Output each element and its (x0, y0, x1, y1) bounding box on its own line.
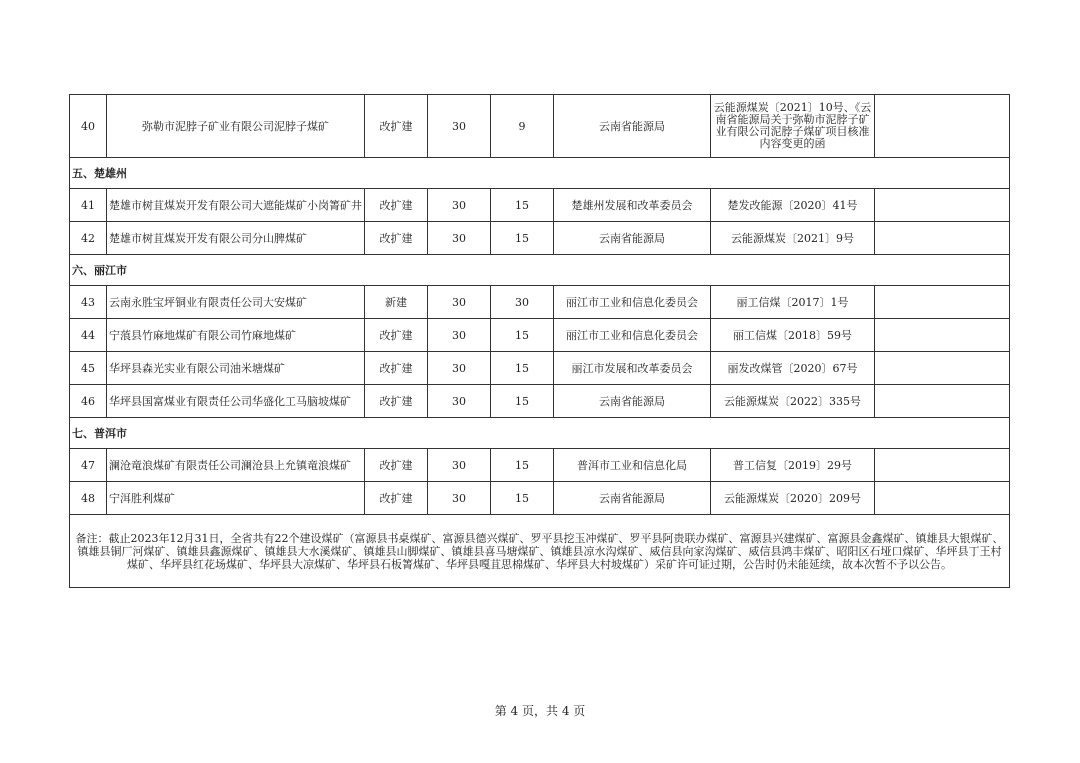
cell-service-years: 30 (491, 286, 554, 319)
cell-construction-type: 改扩建 (365, 222, 428, 255)
cell-remarks (875, 449, 1010, 482)
cell-no: 42 (70, 222, 107, 255)
table-row (70, 319, 1010, 352)
cell-mine-name: 澜沧竜浪煤矿有限责任公司澜沧县上允镇竜浪煤矿 (107, 449, 365, 482)
cell-no: 41 (70, 189, 107, 222)
table-row (70, 449, 1010, 482)
cell-no: 45 (70, 352, 107, 385)
cell-no: 46 (70, 385, 107, 418)
table-row (70, 352, 1010, 385)
cell-mine-name: 楚雄市树苴煤炭开发有限公司大遮能煤矿小岗箐矿井 (107, 189, 365, 222)
table-row (70, 482, 1010, 515)
note-row (70, 515, 1010, 588)
cell-service-years: 9 (491, 95, 554, 158)
cell-construction-type: 改扩建 (365, 385, 428, 418)
cell-construction-type: 改扩建 (365, 319, 428, 352)
cell-construction-type: 改扩建 (365, 449, 428, 482)
cell-scale: 30 (428, 95, 491, 158)
cell-approval-document: 普工信复〔2019〕29号 (711, 449, 875, 482)
section-label: 七、普洱市 (70, 418, 1010, 449)
cell-service-years: 15 (491, 352, 554, 385)
cell-remarks (875, 286, 1010, 319)
cell-construction-type: 新建 (365, 286, 428, 319)
cell-approval-authority: 云南省能源局 (554, 385, 711, 418)
cell-remarks (875, 482, 1010, 515)
cell-service-years: 15 (491, 319, 554, 352)
cell-approval-authority: 云南省能源局 (554, 222, 711, 255)
cell-service-years: 15 (491, 449, 554, 482)
table-row (70, 95, 1010, 158)
approval-document-text: 云能源煤炭〔2021〕10号、《云南省能源局关于弥勒市泥脖子矿业有限公司泥脖子煤矿项目核准内容变更的函 (713, 102, 872, 150)
table-row (70, 222, 1010, 255)
cell-scale: 30 (428, 352, 491, 385)
cell-no: 40 (70, 95, 107, 158)
cell-remarks (875, 385, 1010, 418)
cell-approval-authority: 丽江市发展和改革委员会 (554, 352, 711, 385)
section-row (70, 418, 1010, 449)
table-row (70, 385, 1010, 418)
cell-remarks (875, 352, 1010, 385)
cell-scale: 30 (428, 286, 491, 319)
section-row (70, 255, 1010, 286)
cell-no: 47 (70, 449, 107, 482)
table-row (70, 189, 1010, 222)
cell-remarks (875, 95, 1010, 158)
cell-approval-document (711, 95, 875, 158)
cell-mine-name: 华坪县国富煤业有限责任公司华盛化工马脑坡煤矿 (107, 385, 365, 418)
cell-construction-type: 改扩建 (365, 352, 428, 385)
cell-approval-authority: 丽江市工业和信息化委员会 (554, 319, 711, 352)
cell-approval-authority: 楚雄州发展和改革委员会 (554, 189, 711, 222)
cell-approval-document: 丽工信煤〔2017〕1号 (711, 286, 875, 319)
cell-construction-type: 改扩建 (365, 482, 428, 515)
cell-scale: 30 (428, 319, 491, 352)
cell-approval-document: 楚发改能源〔2020〕41号 (711, 189, 875, 222)
cell-no: 43 (70, 286, 107, 319)
cell-scale: 30 (428, 189, 491, 222)
cell-scale: 30 (428, 482, 491, 515)
cell-mine-name: 宁洱胜利煤矿 (107, 482, 365, 515)
mine-table (69, 94, 1010, 588)
cell-construction-type: 改扩建 (365, 95, 428, 158)
note-text: 备注：截止2023年12月31日，全省共有22个建设煤矿（富源县书桌煤矿、富源县德兴煤矿、罗平县挖玉冲煤矿、罗平县阿贵联办煤矿、富源县兴建煤矿、富源县金鑫煤矿、镇雄县大银煤矿、镇雄县铜厂河煤矿、镇雄县鑫源煤矿、镇雄县大水溪煤矿、镇雄县山脚煤矿、镇雄县喜马塘煤矿、镇雄县凉水沟煤矿、威信县向家沟煤矿、威信县鸿丰煤矿、昭阳区石垭口煤矿、华坪县丁王村煤矿、华坪县红花场煤矿、华坪县大凉煤矿、华坪县石板箐煤矿、华坪县嘎苴思棉煤矿、华坪县大村坡煤矿）采矿许可证过期，公告时仍未能延续，故本次暂不予以公告。 (70, 515, 1010, 588)
cell-no: 48 (70, 482, 107, 515)
cell-approval-authority: 普洱市工业和信息化局 (554, 449, 711, 482)
cell-scale: 30 (428, 449, 491, 482)
cell-service-years: 15 (491, 222, 554, 255)
cell-approval-authority: 云南省能源局 (554, 95, 711, 158)
cell-scale: 30 (428, 222, 491, 255)
section-row (70, 158, 1010, 189)
cell-mine-name: 云南永胜宝坪铜业有限责任公司大安煤矿 (107, 286, 365, 319)
cell-approval-document: 云能源煤炭〔2021〕9号 (711, 222, 875, 255)
cell-service-years: 15 (491, 189, 554, 222)
cell-service-years: 15 (491, 385, 554, 418)
cell-mine-name: 楚雄市树苴煤炭开发有限公司分山脾煤矿 (107, 222, 365, 255)
cell-no: 44 (70, 319, 107, 352)
cell-approval-document: 丽发改煤管〔2020〕67号 (711, 352, 875, 385)
cell-remarks (875, 319, 1010, 352)
cell-mine-name: 宁蒗县竹麻地煤矿有限公司竹麻地煤矿 (107, 319, 365, 352)
cell-approval-authority: 云南省能源局 (554, 482, 711, 515)
cell-service-years: 15 (491, 482, 554, 515)
cell-mine-name: 华坪县森光实业有限公司油米塘煤矿 (107, 352, 365, 385)
cell-approval-document: 云能源煤炭〔2022〕335号 (711, 385, 875, 418)
cell-remarks (875, 222, 1010, 255)
cell-scale: 30 (428, 385, 491, 418)
section-label: 五、楚雄州 (70, 158, 1010, 189)
cell-construction-type: 改扩建 (365, 189, 428, 222)
cell-approval-document: 云能源煤炭〔2020〕209号 (711, 482, 875, 515)
table-row (70, 286, 1010, 319)
cell-approval-authority: 丽江市工业和信息化委员会 (554, 286, 711, 319)
cell-approval-document: 丽工信煤〔2018〕59号 (711, 319, 875, 352)
section-label: 六、丽江市 (70, 255, 1010, 286)
page-footer: 第 4 页，共 4 页 (494, 704, 586, 718)
cell-mine-name: 弥勒市泥脖子矿业有限公司泥脖子煤矿 (107, 95, 365, 158)
cell-remarks (875, 189, 1010, 222)
